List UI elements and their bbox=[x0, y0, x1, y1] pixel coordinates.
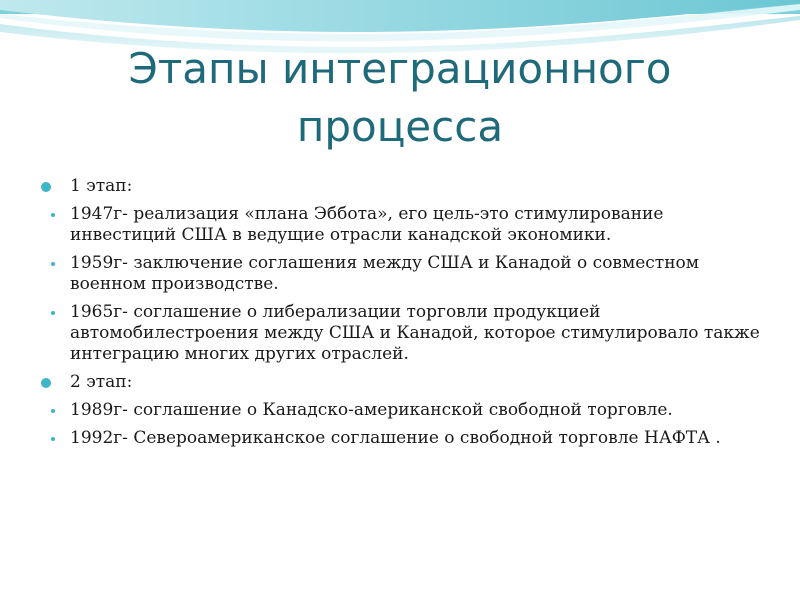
bullet-dot-icon bbox=[51, 437, 55, 441]
list-item-text: 1959г- заключение соглашения между США и Канадой о совместном военном производстве. bbox=[70, 253, 699, 294]
bullet-dot-icon bbox=[51, 262, 55, 266]
bullet-dot-icon bbox=[51, 311, 55, 315]
bullet-dot-icon bbox=[41, 182, 51, 192]
list-item bbox=[40, 372, 760, 393]
slide-title: Этапы интеграционного процесса bbox=[128, 44, 672, 151]
list-item bbox=[40, 253, 760, 295]
list-item bbox=[40, 176, 760, 197]
list-item-text: 1992г- Североамериканское соглашение о свободной торговле НАФТА . bbox=[70, 428, 721, 448]
list-item bbox=[40, 428, 760, 449]
list-item-text: 1965г- соглашение о либерализации торговли продукцией автомобилестроения между США и Канадой, которое стимулировало также интеграцию многих других отраслей. bbox=[70, 302, 760, 364]
list-item-text: 1989г- соглашение о Канадско-американской свободной торговле. bbox=[70, 400, 673, 420]
list-item-text: 1947г- реализация «плана Эббота», его цель-это стимулирование инвестиций США в ведущие отрасли канадской экономики. bbox=[70, 204, 664, 245]
list-item bbox=[40, 204, 760, 246]
list-item bbox=[40, 302, 760, 365]
bullet-list bbox=[40, 176, 760, 456]
bullet-dot-icon bbox=[41, 378, 51, 388]
list-item-text: 1 этап: bbox=[70, 176, 133, 196]
list-item bbox=[40, 400, 760, 421]
bullet-dot-icon bbox=[51, 409, 55, 413]
list-item-text: 2 этап: bbox=[70, 372, 133, 392]
bullet-dot-icon bbox=[51, 213, 55, 217]
